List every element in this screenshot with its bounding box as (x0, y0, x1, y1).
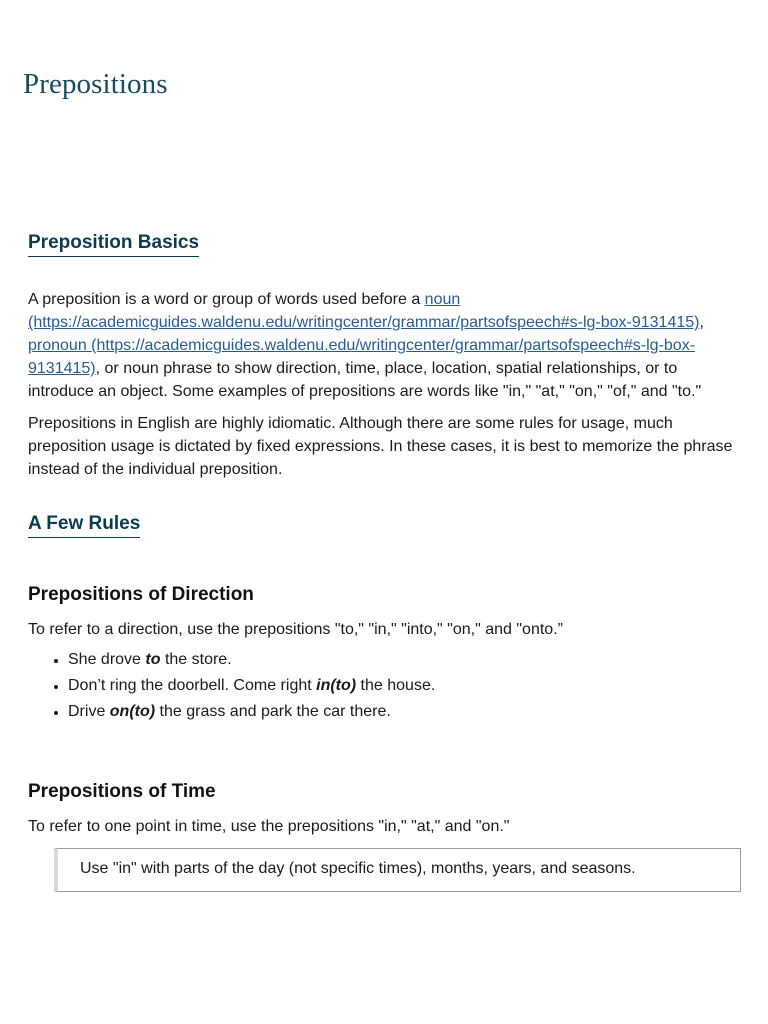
example-text: She drove (68, 651, 146, 668)
article-content (28, 232, 744, 892)
example-text: Don’t ring the doorbell. Come right (68, 677, 317, 694)
example-text: the store. (160, 651, 232, 668)
list-item (68, 647, 744, 673)
example-preposition: to (145, 651, 161, 668)
a-few-rules-heading: A Few Rules (28, 513, 140, 538)
list-item (68, 699, 744, 725)
rules-heading-wrap (28, 513, 744, 538)
preposition-basics-heading: Preposition Basics (28, 232, 199, 257)
list-item (68, 673, 744, 699)
pronoun-link[interactable]: pronoun (https://academicguides.waldenu.edu/writingcenter/grammar/partsofspeech#s-lg-box-9131415) (28, 337, 696, 377)
example-text: the grass and park the car there. (155, 703, 391, 720)
basics-p1-text-before: A preposition is a word or group of words used before a (28, 291, 425, 308)
noun-link[interactable]: noun (https://academicguides.waldenu.edu/writingcenter/grammar/partsofspeech#s-lg-box-9131415) (28, 291, 700, 331)
page-title: Prepositions (23, 68, 168, 100)
time-tip-box (54, 848, 741, 892)
time-tip-text: Use "in" with parts of the day (not specific times), months, years, and seasons. (80, 860, 636, 877)
time-heading: Prepositions of Time (28, 781, 216, 802)
example-text: Drive (68, 703, 110, 720)
time-intro: To refer to one point in time, use the prepositions "in," "at," and "on." (28, 818, 510, 835)
basics-p1-separator: , (699, 314, 704, 331)
basics-paragraph-1 (28, 288, 744, 403)
direction-intro: To refer to a direction, use the prepositions "to," "in," "into," "on," and "onto.” (28, 621, 563, 638)
example-preposition: in(to) (316, 677, 357, 694)
direction-examples-list (28, 647, 744, 725)
basics-paragraph-2: Prepositions in English are highly idiomatic. Although there are some rules for usage, much preposition usage is dictated by fixed expressions. In these cases, it is best to memorize the phrase instead of the individual preposition. (28, 415, 733, 478)
basics-p1-text-after: , or noun phrase to show direction, time, place, location, spatial relationships, or to introduce an object. Some examples of prepositions are words like "in," "at," "on," "of," and "to." (28, 360, 702, 400)
example-text: the house. (356, 677, 436, 694)
direction-heading: Prepositions of Direction (28, 584, 254, 605)
example-preposition: on(to) (109, 703, 156, 720)
